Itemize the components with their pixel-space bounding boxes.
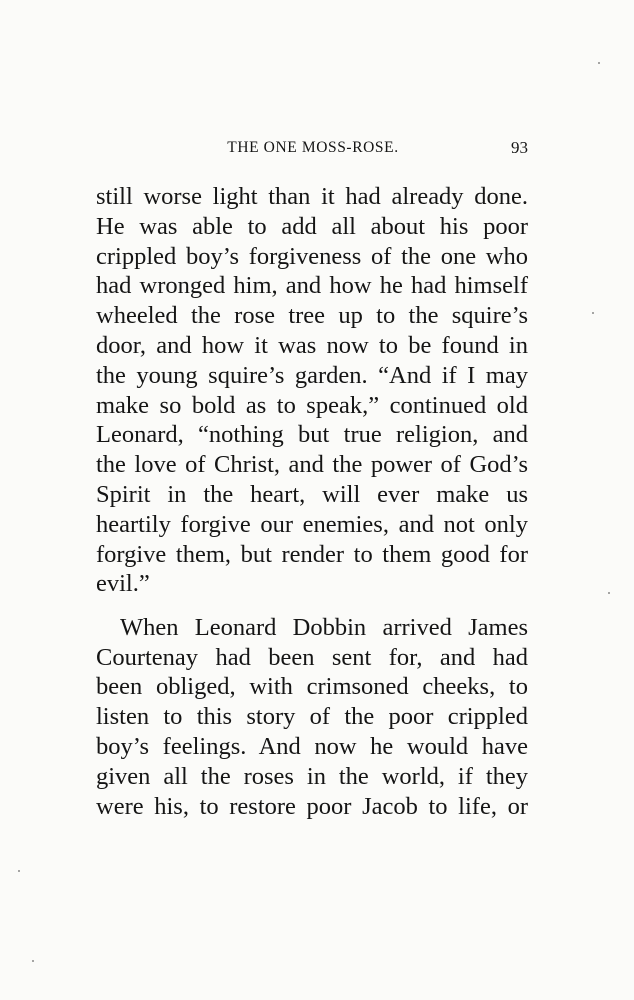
text-line: crippled boy’s forgiveness of the one who bbox=[96, 243, 528, 270]
text-line: Spirit in the heart, will ever make us bbox=[96, 481, 528, 508]
text-line: been obliged, with crimsoned cheeks, to bbox=[96, 673, 528, 700]
text-line: still worse light than it had already done. bbox=[96, 183, 528, 210]
text-line: the love of Christ, and the power of God’s bbox=[96, 451, 528, 478]
text-line: had wronged him, and how he had himself bbox=[96, 272, 528, 299]
text-line: the young squire’s garden. “And if I may bbox=[96, 362, 528, 389]
page-number: 93 bbox=[511, 138, 528, 157]
text-line: make so bold as to speak,” continued old bbox=[96, 392, 528, 419]
text-line: were his, to restore poor Jacob to life, or bbox=[96, 793, 528, 820]
paper-speck bbox=[18, 870, 20, 872]
text-line: Courtenay had been sent for, and had bbox=[96, 644, 528, 671]
paper-speck bbox=[592, 312, 594, 314]
text-line: He was able to add all about his poor bbox=[96, 213, 528, 240]
text-line: Leonard, “nothing but true religion, and bbox=[96, 421, 528, 448]
text-line: listen to this story of the poor crippled bbox=[96, 703, 528, 730]
paper-speck bbox=[598, 62, 600, 64]
text-line: heartily forgive our enemies, and not only bbox=[96, 511, 528, 538]
text-line: door, and how it was now to be found in bbox=[96, 332, 528, 359]
running-header bbox=[96, 137, 530, 159]
running-title: THE ONE MOSS-ROSE. bbox=[227, 139, 399, 156]
text-line: When Leonard Dobbin arrived James bbox=[120, 614, 528, 641]
paper-speck bbox=[608, 592, 610, 594]
text-line: wheeled the rose tree up to the squire’s bbox=[96, 302, 528, 329]
text-line: evil.” bbox=[96, 570, 150, 597]
text-line: forgive them, but render to them good for bbox=[96, 541, 528, 568]
paper-speck bbox=[32, 960, 34, 962]
text-line: given all the roses in the world, if they bbox=[96, 763, 528, 790]
text-line: boy’s feelings. And now he would have bbox=[96, 733, 528, 760]
